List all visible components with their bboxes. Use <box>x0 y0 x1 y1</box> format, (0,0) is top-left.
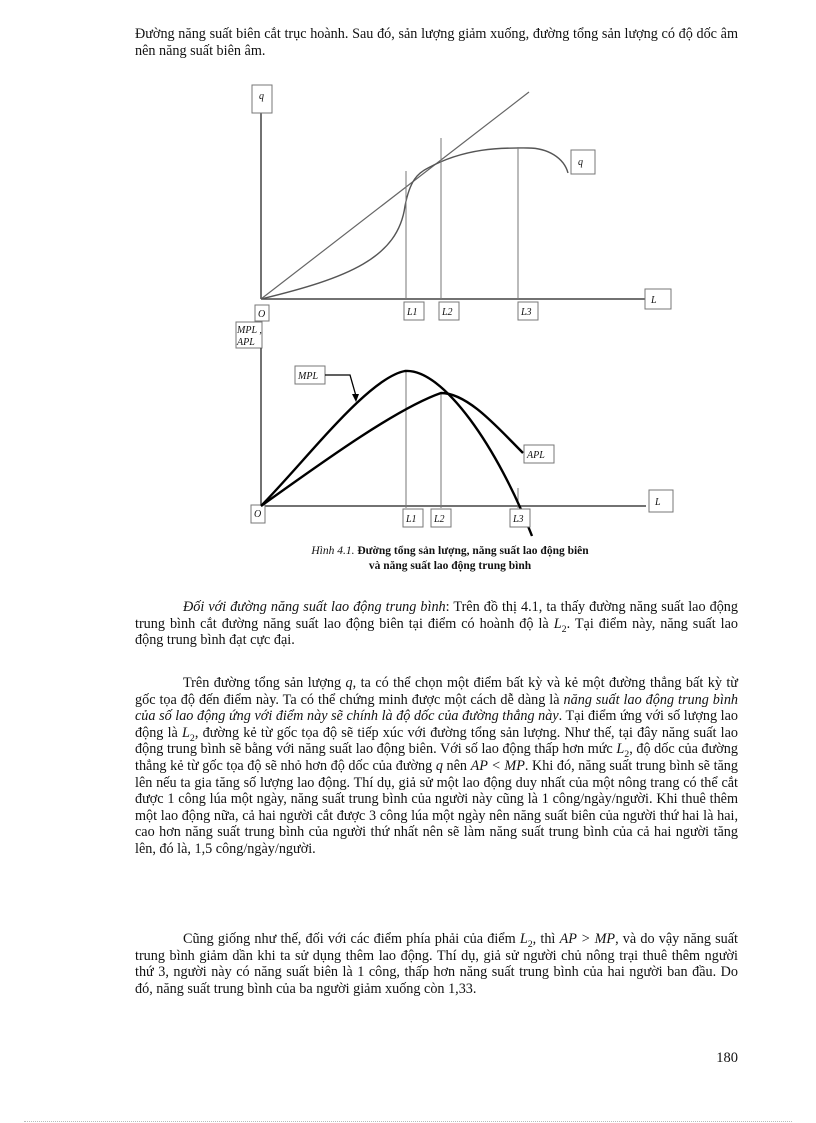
apl-curve <box>261 393 523 506</box>
caption-title-line2: và năng suất lao động trung bình <box>368 560 532 572</box>
l2-subscript: 2 <box>561 623 567 635</box>
l2-symbol: L <box>553 615 562 632</box>
figure-caption <box>250 544 650 574</box>
total-curve-label: q <box>578 157 583 168</box>
paragraph-average-product <box>135 599 738 649</box>
top-y-label: q <box>259 91 264 102</box>
p3-text-b: , ta có thể chọn một điểm bất kỳ và kẻ một đường thẳng bất kỳ từ gốc tọa độ đến điểm này. Ta có thể chứng minh được một cách dễ dàng là <box>135 675 738 708</box>
p4-text-a: Cũng giống như thế, đối với các điểm phía phải của điểm <box>183 931 520 947</box>
top-tick-l2: L2 <box>442 307 453 318</box>
bottom-x-label: L <box>655 497 661 508</box>
top-x-label: L <box>651 295 657 306</box>
mpl-curve <box>261 371 532 536</box>
l2-subscript: 2 <box>624 749 630 761</box>
p3-text-a: Trên đường tổng sản lượng <box>183 675 346 691</box>
bottom-x-label-box <box>649 490 673 512</box>
l2-symbol: L <box>182 724 190 741</box>
p4-text-c: , và do vậy năng suất trung bình giảm dần khi ta sử dụng thêm lao động. Thí dụ, giả sử người chủ nông trại thuê thêm người thứ 3, người này có năng suất biên là 1 công, thấp hơn năng suất trung bình của hai người ban đầu. Do đó, năng suất trung bình của ba người giảm xuống còn 1,33. <box>135 931 739 997</box>
l2-subscript: 2 <box>527 938 533 950</box>
p4-text-b: thì <box>536 931 560 947</box>
caption-label: Hình 4.1. <box>311 545 355 557</box>
mpl-pointer-arrow <box>325 375 356 396</box>
ap-greater-than-mp: AP > MP <box>559 931 616 947</box>
marginal-average-panel <box>236 322 673 536</box>
p2-text-b: . Tại điểm này, năng suất lao động trung bình đạt cực đại. <box>135 615 738 649</box>
p3-text-c: . Tại điểm ứng với số lượng lao động là <box>135 708 739 741</box>
bottom-divider <box>24 1121 792 1122</box>
p2-lead-italic: Đối với đường năng suất lao động trung bình <box>183 599 446 615</box>
total-product-panel <box>252 85 671 321</box>
top-tick-l1: L1 <box>407 307 418 318</box>
p3-italic-statement: năng suất lao động trung bình của số lao động ứng với điểm này sẽ chính là độ dốc của đường thẳng này <box>135 691 739 725</box>
bottom-tick-l2: L2 <box>434 514 445 525</box>
paragraph-intro: Đường năng suất biên cắt trục hoành. Sau đó, sản lượng giảm xuống, đường tổng sản lượng có độ dốc âm nên năng suất biên âm. <box>135 26 738 59</box>
bottom-y-label-line1: MPL , <box>237 325 262 336</box>
paragraph-right-of-l2 <box>135 931 738 997</box>
total-product-curve <box>261 148 568 299</box>
l2-symbol: L <box>519 931 528 947</box>
top-x-label-box <box>645 289 671 309</box>
apl-label: APL <box>527 450 545 461</box>
q-symbol: q <box>435 757 443 774</box>
ap-less-than-mp: AP < MP <box>470 757 525 774</box>
p2-text-a: : Trên đồ thị 4.1, ta thấy đường năng suất lao động trung bình cắt đường năng suất lao động biên tại điểm có hoành độ là <box>135 599 738 632</box>
l2-symbol: L <box>616 741 625 758</box>
l2-subscript: 2 <box>189 732 195 744</box>
bottom-tick-l3: L3 <box>513 514 524 525</box>
mpl-label: MPL <box>298 371 318 382</box>
total-curve-label-box <box>571 150 595 174</box>
bottom-y-label-line2: APL <box>237 337 255 348</box>
bottom-origin-label: O <box>254 509 262 520</box>
paragraph-total-product <box>135 675 738 858</box>
bottom-tick-l1: L1 <box>406 514 417 525</box>
top-origin-label: O <box>258 309 266 320</box>
l2-comma: , <box>532 931 537 947</box>
p3-text-d: , đường kẻ từ gốc tọa độ sẽ tiếp xúc với đường tổng sản lượng. Như thế, tại đây năng suất lao động trung bình sẽ bằng với năng suất lao động biên. Với số lao động thấp hơn mức <box>135 724 738 758</box>
figure-4-1 <box>228 78 688 548</box>
caption-title-line1: Đường tổng sản lượng, năng suất lao động biên <box>357 545 589 557</box>
p3-text-e: , độ dốc của đường thẳng kẻ từ gốc tọa độ sẽ nhỏ hơn độ dốc của đường <box>135 741 738 774</box>
top-tick-l3: L3 <box>521 307 532 318</box>
q-symbol: q <box>345 675 353 691</box>
ray-from-origin <box>261 92 529 299</box>
page-number: 180 <box>716 1050 738 1066</box>
p3-text-f: nên <box>442 757 471 774</box>
p3-text-g: . Khi đó, năng suất trung bình sẽ tăng lên nếu ta gia tăng số lượng lao động. Thí dụ, giả sử một lao động duy nhất của một nông trang có thể cắt được 1 công lúa một ngày, năng suất trung bình của người này cũng là 1 công/ngày/người. Khi thuê thêm một lao động nữa, cả hai người cắt được 3 công lúa một ngày nên năng suất biên của người thứ hai là hai, cao hơn năng suất trung bình của người thứ nhất nên sẽ làm năng suất trung bình của cả hai người tăng lên, đó là, 1,5 công/ngày/người. <box>135 757 738 857</box>
